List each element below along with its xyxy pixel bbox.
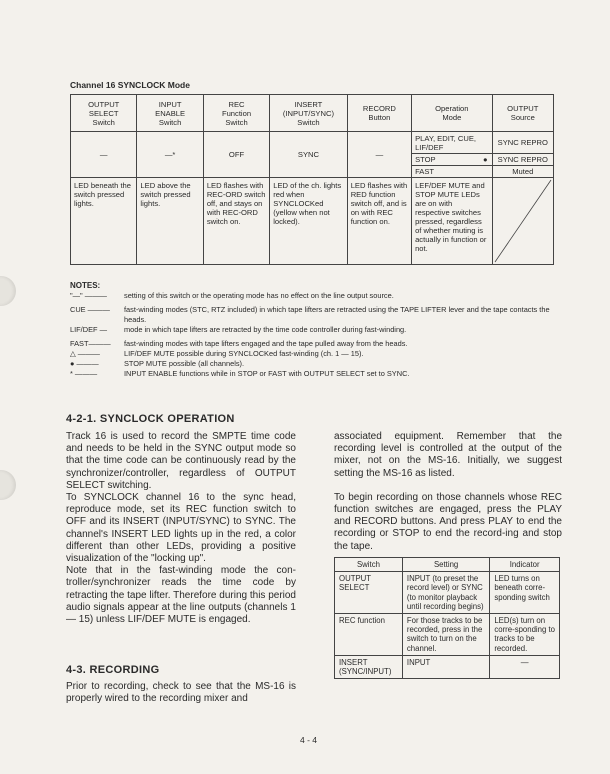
desc-rec-function: LED flashes with REC-ORD switch off, and stays on with REC-ORD switch on. bbox=[203, 178, 269, 265]
cell-indicator: — bbox=[490, 655, 560, 678]
cell-setting: For those tracks to be recorded, press in the switch to turn on the channel. bbox=[402, 614, 489, 656]
desc-record: LED flashes with RED function switch off, and is on with REC function on. bbox=[347, 178, 411, 265]
right-column bbox=[334, 431, 562, 553]
source-play: SYNC REPRO bbox=[492, 132, 553, 154]
source-stop: SYNC REPRO bbox=[492, 154, 553, 166]
binder-hole bbox=[0, 276, 16, 306]
desc-output-select: LED beneath the switch pressed lights. bbox=[71, 178, 137, 265]
cell-setting: INPUT (to preset the record level) or SYNC (to monitor playback until recording begins) bbox=[402, 572, 489, 614]
binder-hole bbox=[0, 470, 16, 500]
header-setting: Setting bbox=[402, 558, 489, 572]
cell-indicator: LED(s) turn on corre-sponding to tracks to be recorded. bbox=[490, 614, 560, 656]
note-item: "—" ——— setting of this switch or the operating mode has no effect on the line output source. bbox=[70, 291, 394, 300]
table-row bbox=[335, 572, 560, 614]
setting-record: — bbox=[347, 132, 411, 178]
mode-fast: FAST bbox=[412, 166, 493, 178]
setting-insert: SYNC bbox=[270, 132, 347, 178]
header-record: RECORD Button bbox=[347, 95, 411, 132]
diagonal-slash bbox=[493, 178, 553, 264]
recording-settings-table bbox=[334, 557, 560, 679]
header-operation: Operation Mode bbox=[412, 95, 493, 132]
setting-output-select: — bbox=[71, 132, 137, 178]
note-item: LIF/DEF — mode in which tape lifters are retracted by the time code controller during fast-winding. bbox=[70, 325, 407, 334]
setting-rec-function: OFF bbox=[203, 132, 269, 178]
section-heading-synclock: 4-2-1. SYNCLOCK OPERATION bbox=[66, 413, 235, 425]
cell-switch: INSERT (SYNC/INPUT) bbox=[335, 655, 403, 678]
source-fast: Muted bbox=[492, 166, 553, 178]
recording-intro bbox=[66, 681, 296, 705]
header-output-source: OUTPUT Source bbox=[492, 95, 553, 132]
note-item: ● ——— STOP MUTE possible (all channels). bbox=[70, 359, 245, 368]
header-input-enable: INPUT ENABLE Switch bbox=[137, 95, 203, 132]
header-switch: Switch bbox=[335, 558, 403, 572]
table-row bbox=[335, 655, 560, 678]
page-number: 4 - 4 bbox=[300, 735, 318, 745]
table-title: Channel 16 SYNCLOCK Mode bbox=[70, 80, 190, 90]
setting-input-enable: —* bbox=[137, 132, 203, 178]
cell-indicator: LED turns on beneath corre-sponding switch bbox=[490, 572, 560, 614]
desc-output-source-empty bbox=[492, 178, 553, 265]
paragraph: To SYNCLOCK channel 16 to the sync head, reproduce mode, set its REC function switch to OFF and its INSERT (INPUT/SYNC) to SYNC. The channel's INSERT LED lights up in the red, a color different than other LEDs, providing a positive visualization of the "locking up". bbox=[66, 492, 296, 565]
desc-input-enable: LED above the switch pressed lights. bbox=[137, 178, 203, 265]
header-output-select: OUTPUT SELECT Switch bbox=[71, 95, 137, 132]
header-rec-function: REC Function Switch bbox=[203, 95, 269, 132]
cell-setting: INPUT bbox=[402, 655, 489, 678]
note-item: △ ——— LIF/DEF MUTE possible during SYNCLOCKed fast-winding (ch. 1 — 15). bbox=[70, 349, 364, 358]
desc-operation: LEF/DEF MUTE and STOP MUTE LEDs are on with respective switches pressed, regardless of whether muting is actually in function or not. bbox=[412, 178, 493, 265]
cell-switch: REC function bbox=[335, 614, 403, 656]
note-item: * ——— INPUT ENABLE functions while in STOP or FAST with OUTPUT SELECT set to SYNC. bbox=[70, 369, 410, 378]
section-heading-recording: 4-3. RECORDING bbox=[66, 664, 160, 676]
mode-play: PLAY, EDIT, CUE, LIF/DEF bbox=[412, 132, 493, 154]
stop-mute-marker: ● bbox=[482, 155, 488, 164]
header-indicator: Indicator bbox=[490, 558, 560, 572]
paragraph: Prior to recording, check to see that the MS-16 is properly wired to the recording mixer and bbox=[66, 681, 296, 705]
note-item: FAST——— fast-winding modes with tape lifters engaged and the tape pulled away from the heads. bbox=[70, 339, 408, 348]
left-column bbox=[66, 431, 296, 626]
cell-switch: OUTPUT SELECT bbox=[335, 572, 403, 614]
synclock-mode-table bbox=[70, 94, 554, 265]
mode-stop: STOP ● bbox=[412, 154, 493, 166]
notes-heading: NOTES: bbox=[70, 281, 101, 290]
table-row bbox=[335, 614, 560, 656]
header-insert: INSERT (INPUT/SYNC) Switch bbox=[270, 95, 347, 132]
paragraph: Note that in the fast-winding mode the con-troller/synchronizer reads the time code by retracting the tape lifter. Therefore during this period audio signals appear at the line outputs (channels 1 — 15) unless LIF/DEF MUTE is engaged. bbox=[66, 565, 296, 626]
notes-block bbox=[70, 281, 565, 379]
paragraph: Track 16 is used to record the SMPTE time code and needs to be held in the SYNC output mode so that the time code can be continuously read by the synchronizer/controller, regardless of OUTPUT SELECT switching. bbox=[66, 431, 296, 491]
paragraph: To begin recording on those channels whose REC function switches are engaged, press the PLAY and RECORD buttons. And press PLAY to end the recording or STOP to end the record-ing and stop the tape. bbox=[334, 491, 562, 552]
paragraph: associated equipment. Remember that the recording level is controlled at the output of the mixer, not on the MS-16. Initially, we suggest setting the MS-16 as listed. bbox=[334, 431, 562, 479]
desc-insert: LED of the ch. lights red when SYNCLOCKed (yellow when not locked). bbox=[270, 178, 347, 265]
note-item: CUE ——— fast-winding modes (STC, RTZ included) in which tape lifters are retracted using the TAPE LIFTER lever and the tape contacts the heads. bbox=[70, 305, 550, 324]
